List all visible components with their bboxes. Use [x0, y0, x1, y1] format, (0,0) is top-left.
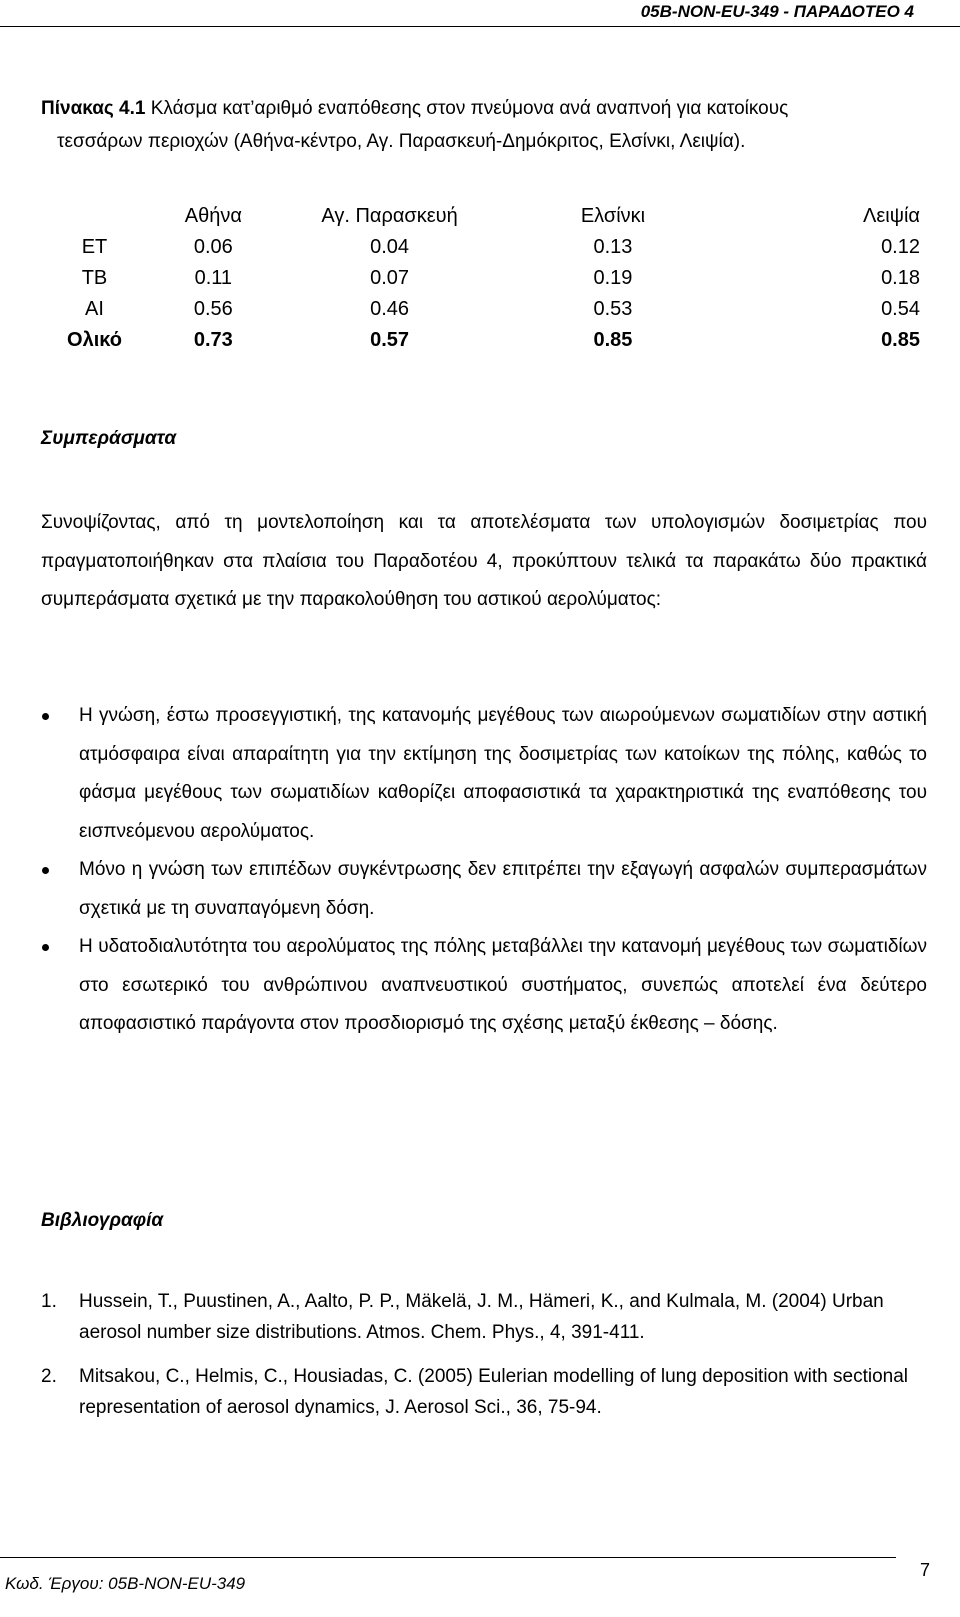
table-cell: 0.46 — [370, 298, 410, 320]
table-cell: 0.56 — [193, 298, 233, 320]
row-label: ΤΒ — [81, 267, 108, 289]
column-header: Λειψία — [863, 205, 920, 227]
caption-line-1: Κλάσμα κατ’αριθμό εναπόθεσης στον πνεύμονα ανά αναπνοή για κατοίκους — [145, 98, 789, 119]
reference-number: 1. — [41, 1291, 57, 1312]
bullet-icon — [42, 713, 49, 720]
table-cell: 0.54 — [881, 298, 920, 320]
reference-number: 2. — [41, 1366, 57, 1387]
bullet-icon — [42, 944, 49, 951]
footer-project-code: Κωδ. Έργου: 05B-NON-EU-349 — [5, 1574, 246, 1593]
table-row — [40, 294, 930, 325]
table-cell: 0.12 — [881, 236, 920, 258]
table-cell: 0.06 — [193, 236, 233, 258]
conclusions-title: Συμπεράσματα — [41, 428, 177, 449]
table-cell: 0.85 — [593, 329, 633, 351]
list-item — [41, 697, 927, 851]
page-number: 7 — [919, 1560, 930, 1580]
table-row — [40, 232, 930, 263]
table-row — [40, 263, 930, 294]
reference-list — [41, 1286, 927, 1436]
list-item-text: Η υδατοδιαλυτότητα του αερολύματος της πόλης μεταβάλλει την κατανομή μεγέθους των σωματιδίων στο εσωτερικό του ανθρώπινου αναπνευστικού συστήματος, συνεπώς αποτελεί ένα δεύτερο αποφασιστικό παράγοντα στον προσδιορισμό της σχέσης μεταξύ έκθεσης – δόσης. — [79, 936, 927, 1034]
table-cell: 0.85 — [881, 329, 920, 351]
caption-label: Πίνακας 4.1 — [41, 98, 146, 119]
table-cell: 0.13 — [593, 236, 633, 258]
table-cell: 0.18 — [881, 267, 920, 289]
list-item — [41, 928, 927, 1044]
table-cell: 0.57 — [370, 329, 410, 351]
deposition-table — [40, 201, 930, 356]
row-label: ΑΙ — [85, 298, 104, 320]
column-header: Αθήνα — [184, 205, 242, 227]
table-cell: 0.04 — [370, 236, 410, 258]
bibliography-title: Βιβλιογραφία — [41, 1210, 164, 1231]
table-total-row — [40, 325, 930, 356]
header-rule — [0, 26, 960, 27]
table-cell: 0.07 — [370, 267, 410, 289]
reference-item — [41, 1286, 927, 1348]
table-corner-cell — [40, 201, 149, 232]
list-item-text: Η γνώση, έστω προσεγγιστική, της κατανομής μεγέθους των αιωρούμενων σωματιδίων στην αστική ατμόσφαιρα είναι απαραίτητη για την εκτίμηση της δοσιμετρίας των κατοίκων της πόλης, καθώς το φάσμα μεγέθους των σωματιδίων καθορίζει αποφασιστικά τα χαρακτηριστικά της εναπόθεσης του εισπνεόμενου αερολύματος. — [79, 705, 927, 842]
conclusions-intro: Συνοψίζοντας, από τη μοντελοποίηση και τα αποτελέσματα των υπολογισμών δοσιμετρίας που πραγματοποιήθηκαν στα πλαίσια του Παραδοτέου 4, προκύπτουν τελικά τα παρακάτω δύο πρακτικά συμπεράσματα σχετικά με την παρακολούθηση του αστικού αερολύματος: — [41, 512, 927, 610]
bullet-icon — [42, 867, 49, 874]
row-label: Ολικό — [67, 329, 122, 351]
table-cell: 0.11 — [194, 267, 233, 289]
table-header-row — [40, 201, 930, 232]
table-cell: 0.73 — [193, 329, 233, 351]
reference-text: Mitsakou, C., Helmis, C., Housiadas, C. (2005) Eulerian modelling of lung deposition with sectional representation of aerosol dynamics, J. Aerosol Sci., 36, 75-94. — [79, 1366, 909, 1418]
column-header: Αγ. Παρασκευή — [321, 205, 458, 227]
reference-text: Hussein, T., Puustinen, A., Aalto, P. P., Mäkelä, J. M., Hämeri, K., and Kulmala, M. (2004) Urban aerosol number size distributions. Atmos. Chem. Phys., 4, 391-411. — [79, 1291, 884, 1343]
table-cell: 0.19 — [593, 267, 633, 289]
caption-line-2: τεσσάρων περιοχών (Αθήνα-κέντρο, Αγ. Παρασκευή-Δημόκριτος, Ελσίνκι, Λειψία). — [57, 131, 746, 152]
column-header: Ελσίνκι — [580, 205, 646, 227]
list-item-text: Μόνο η γνώση των επιπέδων συγκέντρωσης δεν επιτρέπει την εξαγωγή ασφαλών συμπερασμάτων σχετικά με τη συναπαγόμενη δόση. — [79, 859, 927, 919]
list-item — [41, 851, 927, 928]
footer-rule — [0, 1557, 896, 1558]
table-caption — [41, 92, 921, 158]
row-label: ΕΤ — [81, 236, 108, 258]
page-header: 05B-NON-EU-349 - ΠΑΡΑΔΟΤΕΟ 4 — [640, 2, 914, 21]
table-cell: 0.53 — [593, 298, 633, 320]
conclusions-list — [41, 697, 927, 1044]
reference-item — [41, 1361, 927, 1423]
